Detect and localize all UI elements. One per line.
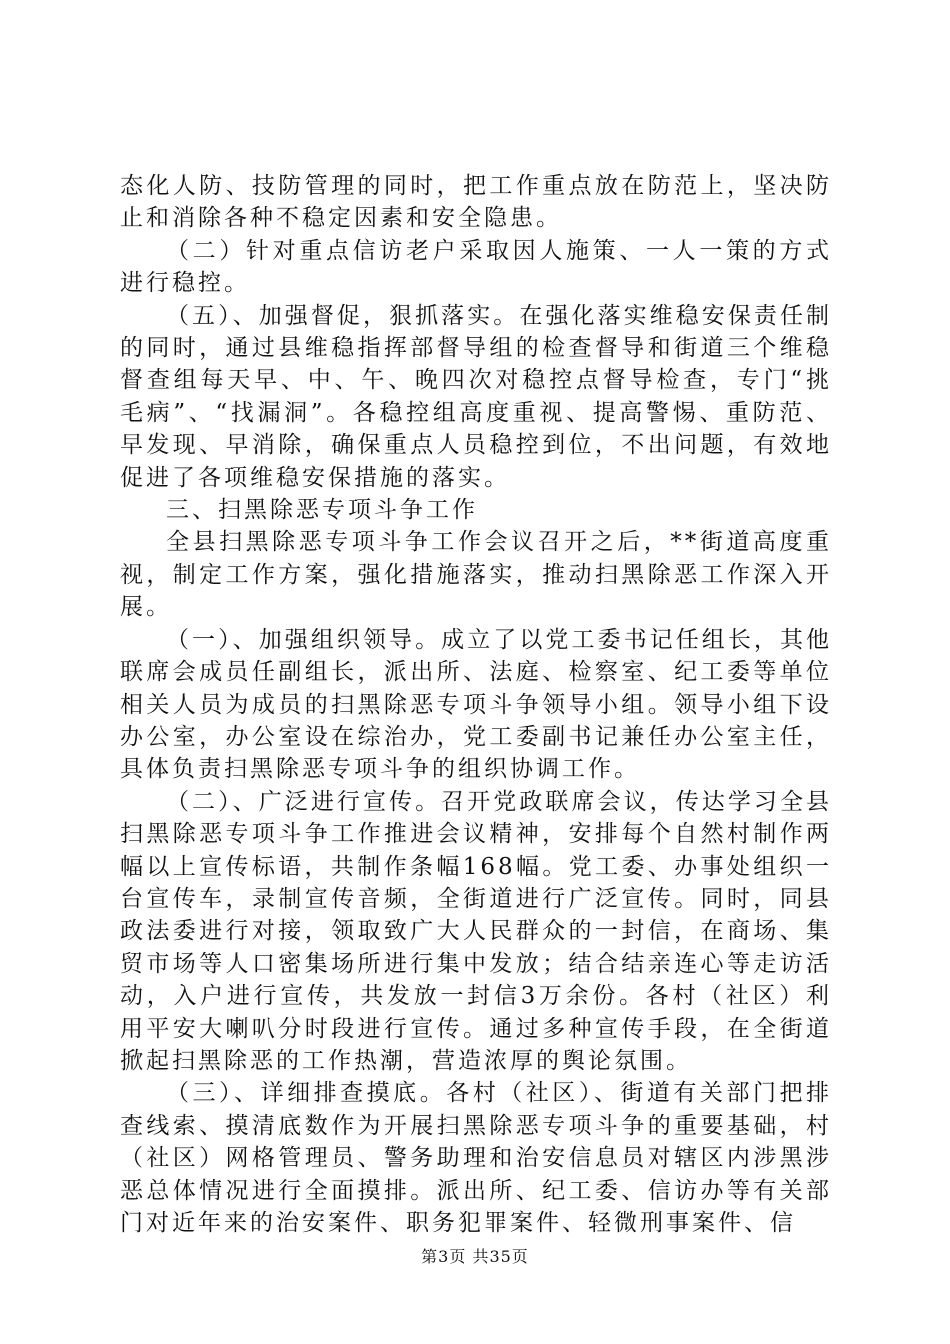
- paragraph-intro: 全县扫黑除恶专项斗争工作会议召开之后，**街道高度重视，制定工作方案，强化措施落实，推动扫黑除恶工作深入开展。: [120, 529, 832, 621]
- paragraph-publicity: （二）、广泛进行宣传。召开党政联席会议，传达学习全县扫黑除恶专项斗争工作推进会议精神，安排每个自然村制作两幅以上宣传标语，共制作条幅168幅。党工委、办事处组织一台宣传车，录制宣传音频，全街道进行广泛宣传。同时，同县政法委进行对接，领取致广大人民群众的一封信，在商场、集贸市场等人口密集场所进行集中发放；结合结亲连心等走访活动，入户进行宣传，共发放一封信3万余份。各村（社区）利用平安大喇叭分时段进行宣传。通过多种宣传手段，在全街道掀起扫黑除恶的工作热潮，营造浓厚的舆论氛围。: [120, 788, 832, 1074]
- paragraph-leadership: （一）、加强组织领导。成立了以党工委书记任组长，其他联席会成员任副组长，派出所、法庭、检察室、纪工委等单位相关人员为成员的扫黑除恶专项斗争领导小组。领导小组下设办公室，办公室设在综治办，党工委副书记兼任办公室主任，具体负责扫黑除恶专项斗争的组织协调工作。: [120, 626, 832, 783]
- paragraph-investigation: （三）、详细排查摸底。各村（社区）、街道有关部门把排查线索、摸清底数作为开展扫黑除恶专项斗争的重要基础，村（社区）网格管理员、警务助理和治安信息员对辖区内涉黑涉恶总体情况进行全面摸排。派出所、纪工委、信访办等有关部门对近年来的治安案件、职务犯罪案件、轻微刑事案件、信: [120, 1080, 832, 1236]
- page-footer: 第3页 共35页: [421, 1247, 529, 1266]
- section-heading: 三、扫黑除恶专项斗争工作: [166, 497, 478, 524]
- paragraph-supervision: （五）、加强督促，狠抓落实。在强化落实维稳安保责任制的同时，通过县维稳指挥部督导组的检查督导和街道三个维稳督查组每天早、中、午、晚四次对稳控点督导检查，专门“挑毛病”、“找漏洞”。各稳控组高度重视、提高警惕、重防范、早发现、早消除，确保重点人员稳控到位，不出问题，有效地促进了各项维稳安保措施的落实。: [120, 302, 832, 491]
- document-page: [120, 170, 832, 1239]
- paragraph-continued: 态化人防、技防管理的同时，把工作重点放在防范上，坚决防止和消除各种不稳定因素和安全隐患。: [120, 173, 832, 232]
- paragraph-petition-stabilization: （二）针对重点信访老户采取因人施策、一人一策的方式进行稳控。: [120, 237, 832, 297]
